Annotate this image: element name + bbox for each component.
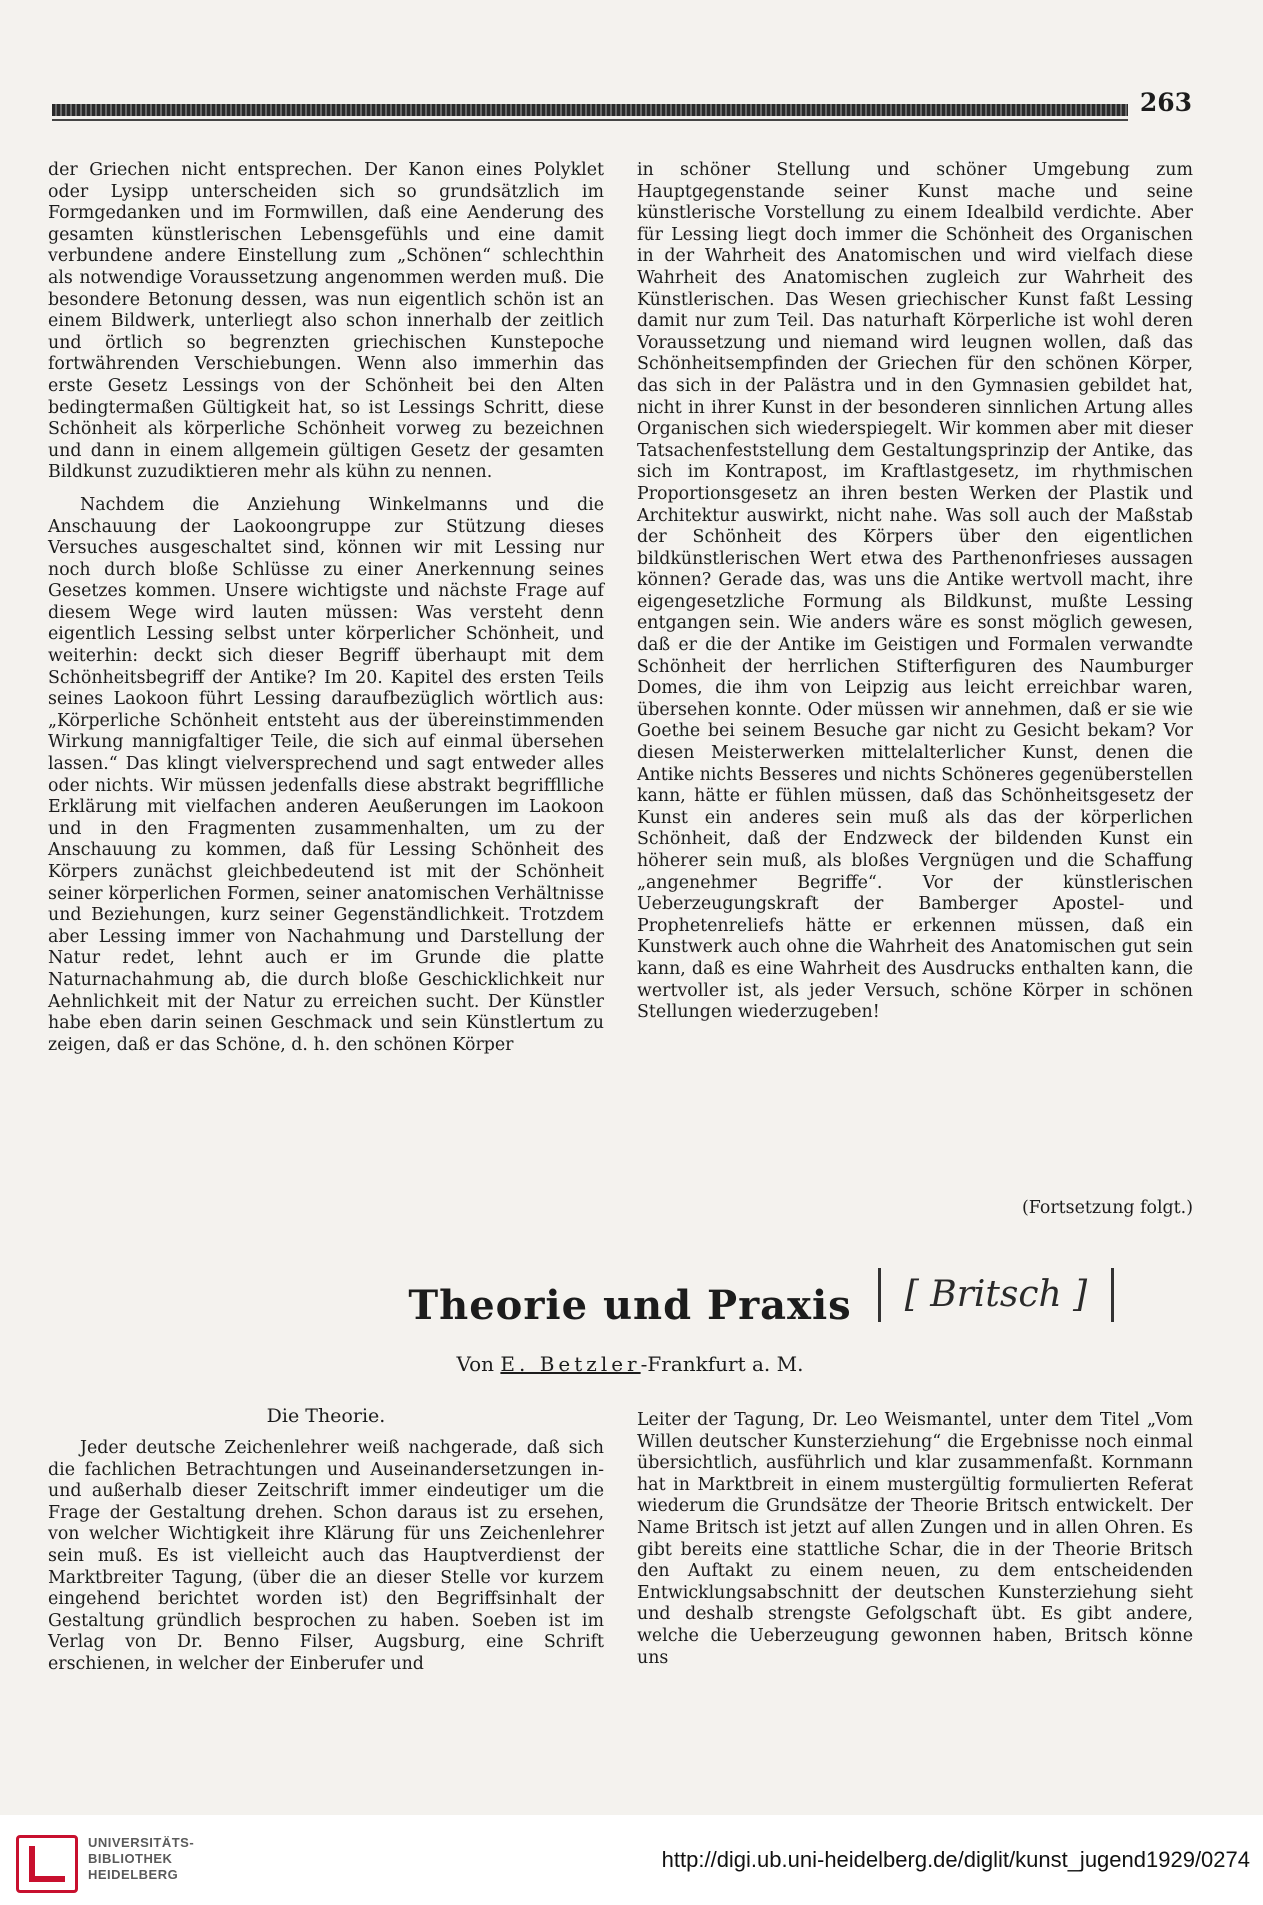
article1-right-paragraph: in schöner Stellung und schöner Umgebung zum Hauptgegenstande seiner Kunst mache und seine künstlerische Vorstellung zu einem Idealbild verdichte. Aber für Lessing liegt doch immer die Schönheit des Organischen in der Wahrheit des Anatomischen und wird vielfach diese Wahrheit des Anatomischen zugleich zur Wahrheit des Künstlerischen. Das Wesen griechischer Kunst faßt Lessing damit nur zum Teil. Das naturhaft Körperliche ist wohl deren Voraussetzung und niemand wird leugnen wollen, daß das Schönheitsempfinden der Griechen für den schönen Körper, das sich in der Palästra und in den Gymnasien gebildet hat, nicht in ihrer Kunst in der besonderen sinnlichen Artung alles Organischen sich wiederspiegelt. Wir kommen aber mit dieser Tatsachenfeststellung dem Gestaltungsprinzip der Antike, das sich im Kontrapost, im Kraftlastgesetz, im rhythmischen Proportionsgesetz an ihren besten Werken der Plastik und Architektur auswirkt, nicht nahe. Was soll auch der Maßstab der Schönheit des Körpers über den eigentlichen bildkünstlerischen Wert etwa des Parthenonfrieses aussagen können? Gerade das, was uns die Antike wertvoll macht, ihre eigengesetzliche Formung als Bildkunst, mußte Lessing entgangen sein. Wie anders wäre es sonst möglich gewesen, daß er die der Antike im Geistigen und Formalen verwandte Schönheit der herrlichen Stifterfiguren des Naumburger Domes, die ihm von Leipzig aus leicht erreichbar waren, übersehen konnte. Oder müssen wir annehmen, daß er sie wie Goethe bei seinem Besuche gar nicht zu Gesicht bekam? Vor diesen Meisterwerken mittelalterlicher Kunst, denen die Antike nichts Besseres und nichts Schöneres gegenüberstellen kann, hätte er fühlen müssen, daß das Schönheitsgesetz der Kunst ein anderes sein muß als das der körperlichen Schönheit, daß der Endzweck der bildenden Kunst ein höherer sein muß, als bloßes Vergnügen und die Schaffung „angenehmer Begriffe“. Vor der künstlerischen Ueberzeugungskraft der Bamberger Apostel- und Prophetenreliefs hätte er erkennen müssen, daß ein Kunstwerk auch ohne die Wahrheit des Anatomischen gut sein kann, daß es eine Wahrheit des Ausdrucks enthalten kann, die wertvoller ist, als jeder Versuch, schöne Körper in schönen Stellungen wiederzugeben! — [637, 160, 1193, 1023]
header-rule — [52, 104, 1128, 116]
article1-left-column — [48, 160, 604, 1056]
library-name-line: HEIDELBERG — [88, 1867, 179, 1882]
section-heading: Die Theorie. — [266, 1405, 386, 1427]
article1-right-column — [637, 160, 1193, 1024]
byline-author: E. Betzler — [500, 1352, 641, 1376]
footer-bar — [0, 1815, 1263, 1905]
article1-left-paragraph: der Griechen nicht entsprechen. Der Kanon eines Polyklet oder Lysipp unterscheiden sich so grundsätzlich im Formgedanken und im Formwillen, daß eine Aenderung des gesamten künstlerischen Lebensgefühls und eine damit verbundene andere Einstellung zum „Schönen“ schlechthin als notwendige Voraussetzung angenommen werden muß. Die besondere Betonung dessen, was nun eigentlich schön ist an einem Bildwerk, unterliegt also schon innerhalb der zeitlich und örtlich so begrenzten griechischen Kunstepoche fortwährenden Verschiebungen. Wenn also immerhin das erste Gesetz Lessings von der Schönheit bei den Alten bedingtermaßen Gültigkeit hat, so ist Lessings Schritt, diese Schönheit als körperliche Schönheit vorweg zu bezeichnen und dann in einem allgemein gültigen Gesetz der gesamten Bildkunst zuzudiktieren mehr als kühn zu nennen. — [48, 160, 604, 483]
handwritten-annotation: [ Britsch ] — [878, 1268, 1114, 1322]
library-name-line: UNIVERSITÄTS- — [88, 1835, 195, 1850]
byline-location: -Frankfurt a. M. — [640, 1352, 804, 1376]
article2-right-column — [637, 1410, 1193, 1669]
header-rule-thin — [52, 119, 1128, 121]
library-logo-icon — [16, 1835, 78, 1893]
article2-right-paragraph: Leiter der Tagung, Dr. Leo Weismantel, unter dem Titel „Vom Willen deutscher Kunsterziehung“ die Ergebnisse noch einmal übersichtlich, ausführlich und klar zusammenfaßt. Kornmann hat in Marktbreit in einem mustergültig formulierten Referat wiederum die Grundsätze der Theorie Britsch entwickelt. Der Name Britsch ist jetzt auf allen Zungen und in allen Ohren. Es gibt bereits eine stattliche Schar, die in der Theorie Britsch den Auftakt zu einem neuen, zu dem entscheidenden Entwicklungsabschnitt der deutschen Kunsterziehung sieht und deshalb strengste Gefolgschaft übt. Es gibt andere, welche die Ueberzeugung gewonnen haben, Britsch könne uns — [637, 1410, 1193, 1668]
article1-left-paragraph: Nachdem die Anziehung Winkelmanns und die Anschauung der Laokoongruppe zur Stützung dieses Versuches ausgeschaltet sind, können wir mit Lessing nur noch durch bloße Schlüsse zu einer Anerkennung seines Gesetzes kommen. Unsere wichtigste und nächste Frage auf diesem Wege wird lauten müssen: Was versteht denn eigentlich Lessing selbst unter körperlicher Schönheit, und weiterhin: deckt sich dieser Begriff überhaupt mit dem Schönheitsbegriff der Antike? Im 20. Kapitel des ersten Teils seines Laokoon führt Lessing daraufbezüglich wörtlich aus: „Körperliche Schönheit entsteht aus der übereinstimmenden Wirkung mannigfaltiger Teile, die sich auf einmal übersehen lassen.“ Das klingt vielversprechend und sagt entweder alles oder nichts. Wir müssen jedenfalls diese abstrakt begrifflliche Erklärung mit vielfachen anderen Aeußerungen im Laokoon und in den Fragmenten zusammenhalten, um zu der Anschauung zu kommen, daß für Lessing Schönheit des Körpers zunächst gleichbedeutend ist mit der Schönheit seiner körperlichen Formen, seiner anatomischen Verhältnisse und Beziehungen, kurz seiner Gegenständlichkeit. Trotzdem aber Lessing immer von Nachahmung und Darstellung der Natur redet, lehnt auch er im Grunde die platte Naturnachahmung ab, die durch bloße Geschicklichkeit nur Aehnlichkeit mit der Natur zu erreichen sucht. Der Künstler habe eben darin seinen Geschmack und sein Künstlertum zu zeigen, daß er das Schöne, d. h. den schönen Körper — [48, 494, 604, 1055]
source-url-link[interactable]: http://digi.ub.uni-heidelberg.de/diglit/kunst_jugend1929/0274 — [661, 1847, 1250, 1872]
article2-left-column — [48, 1438, 604, 1676]
library-name — [88, 1835, 208, 1883]
article-title: Theorie und Praxis — [408, 1282, 852, 1329]
page-number: 263 — [1139, 88, 1192, 117]
continued-note: (Fortsetzung folgt.) — [1021, 1198, 1193, 1218]
byline-prefix: Von — [456, 1352, 495, 1376]
article2-left-paragraph: Jeder deutsche Zeichenlehrer weiß nachgerade, daß sich die fachlichen Betrachtungen und Auseinandersetzungen in- und außerhalb dieser Zeitschrift immer eindeutiger um die Frage der Gestaltung drehen. Schon daraus ist zu ersehen, von welcher Wichtigkeit ihre Klärung für uns Zeichenlehrer sein muß. Es ist vielleicht auch das Hauptverdienst der Marktbreiter Tagung, (über die an dieser Stelle vor kurzem eingehend berichtet worden ist) den Begriffsinhalt der Gestaltung gründlich besprochen zu haben. Soeben ist im Verlag von Dr. Benno Filser, Augsburg, eine Schrift erschienen, in welcher der Einberufer und — [48, 1438, 604, 1674]
library-name-line: BIBLIOTHEK — [88, 1851, 173, 1866]
byline — [200, 1352, 1060, 1376]
